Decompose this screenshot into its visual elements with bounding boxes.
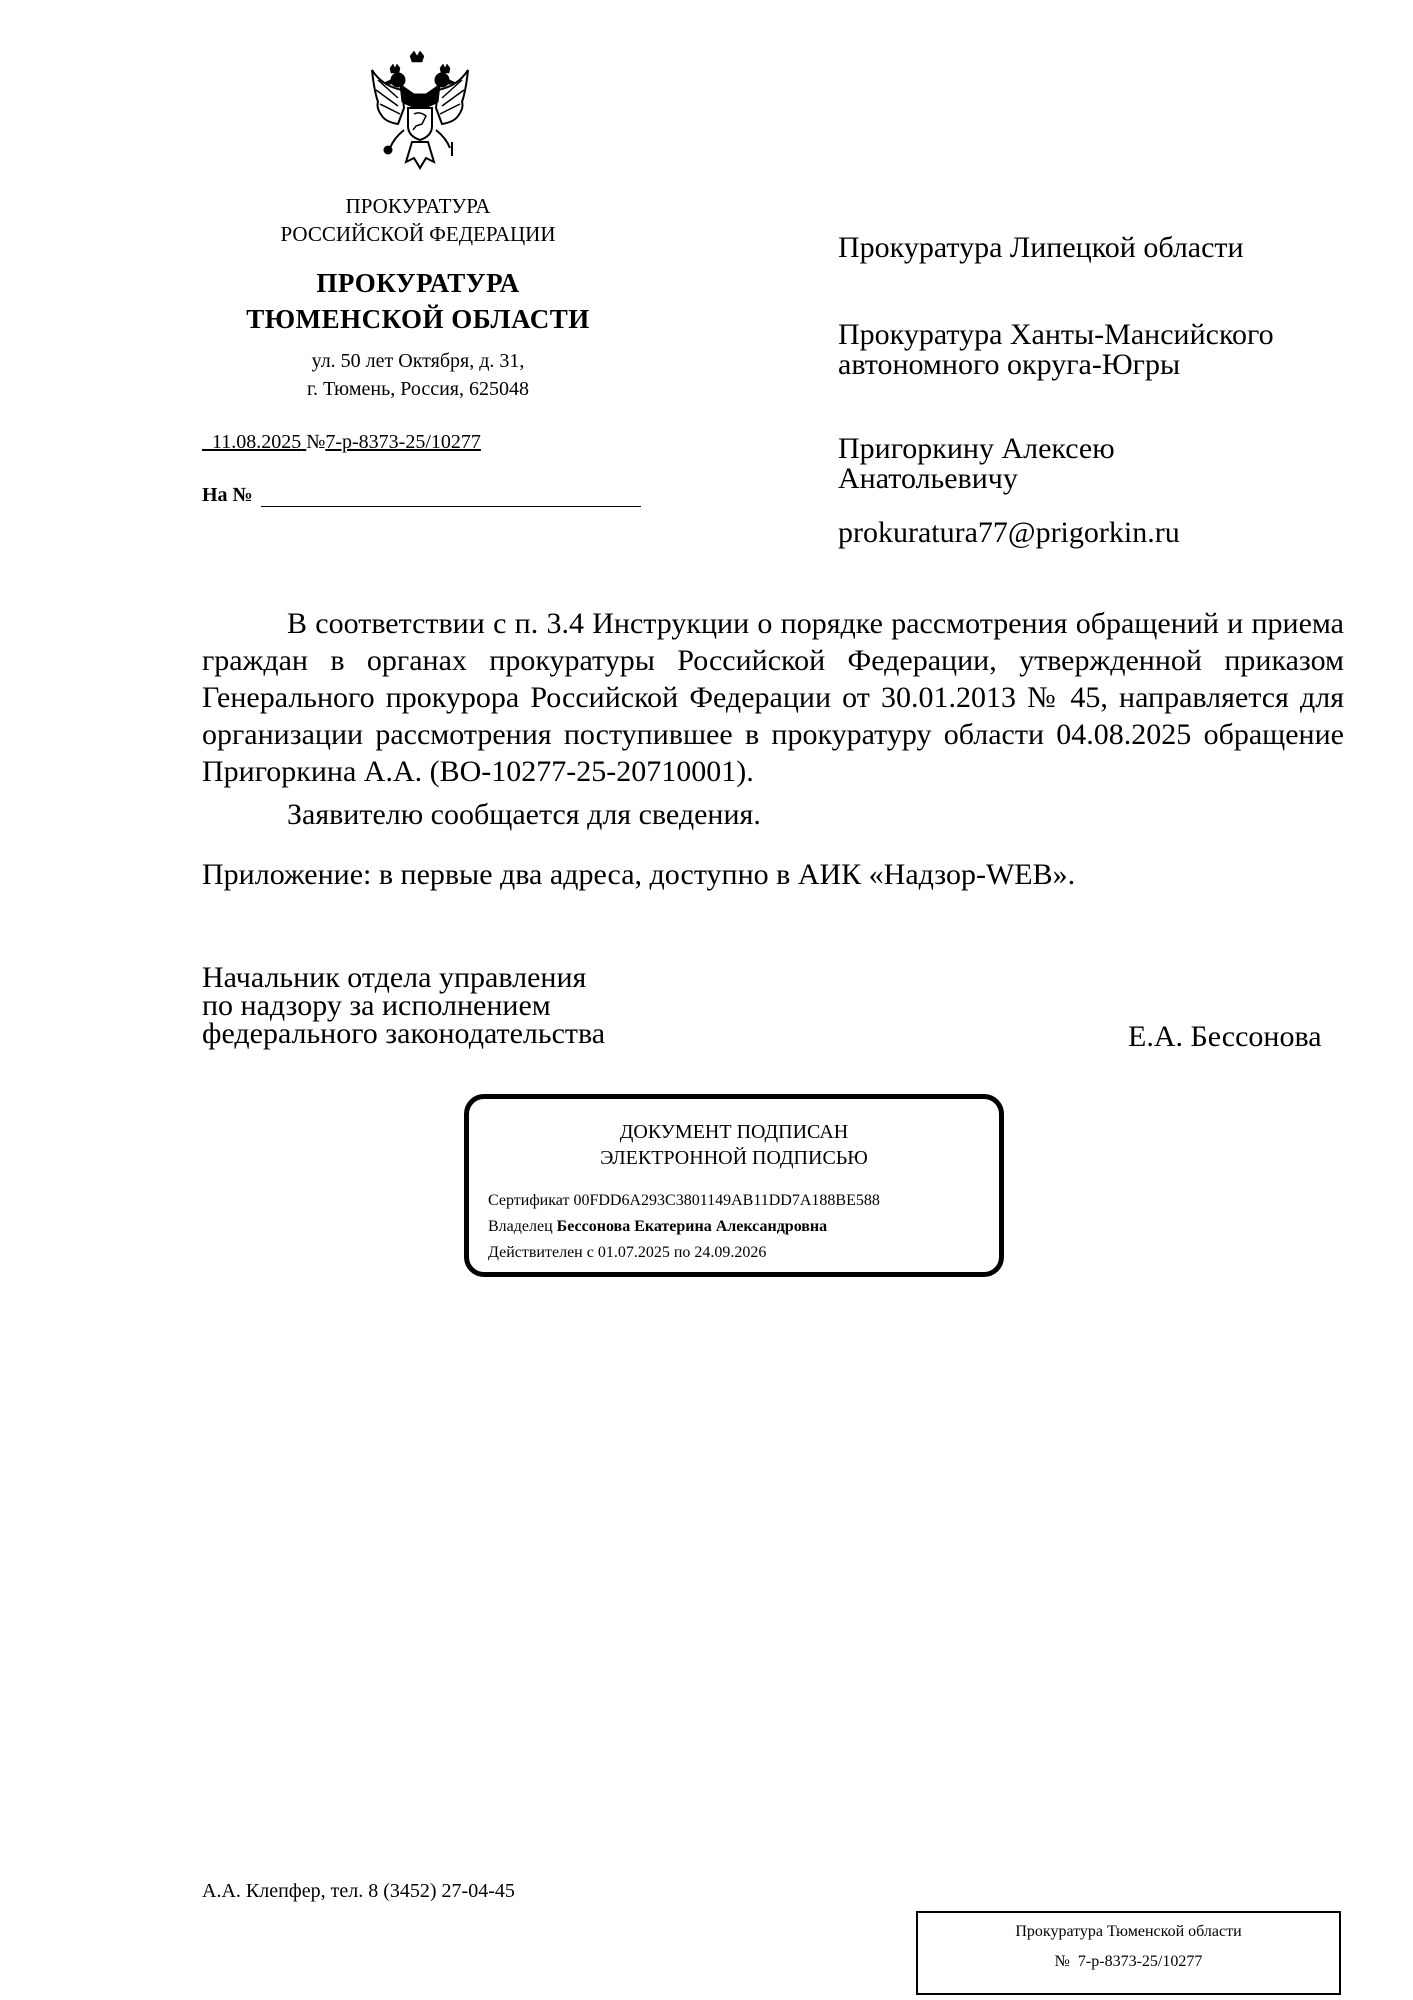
office-name [208, 265, 628, 337]
recipient-3-line1: Пригоркину Алексею [838, 432, 1115, 465]
position-line2: по надзору за исполнением [202, 989, 551, 1022]
owner-value: Бессонова Екатерина Александровна [556, 1218, 828, 1235]
address-line2: г. Тюмень, Россия, 625048 [307, 378, 529, 400]
valid-to: 24.09.2026 [694, 1244, 767, 1261]
registration-box-number [918, 1953, 1339, 1971]
registration-stamp-box [916, 1911, 1341, 1995]
ministry-name-line2: РОССИЙСКОЙ ФЕДЕРАЦИИ [280, 222, 556, 246]
recipient-3-line2: Анатольевичу [838, 462, 1018, 495]
registration-box-number-value: 7-р-8373-25/10277 [1077, 1953, 1203, 1970]
body-paragraph-1: В соответствии с п. 3.4 Инструкции о порядке рассмотрения обращений и приема граждан в органах прокуратуры Российской Федерации, утвержденной приказом Генерального прокурора Российской Федерации от 30.01.2013 № 45, направляется для организации рассмотрения поступившее в прокуратуру области 04.08.2025 обращение Пригоркина А.А. (ВО-10277-25-20710001). [202, 607, 1344, 788]
recipient-2-line2: автономного округа-Югры [838, 348, 1181, 381]
recipient-1: Прокуратура Липецкой области [838, 231, 1244, 264]
signatory-name: Е.А. Бессонова [1128, 1020, 1322, 1053]
registration-line [202, 431, 481, 454]
stamp-owner [488, 1217, 827, 1237]
ministry-name-line1: ПРОКУРАТУРА [345, 194, 491, 218]
registration-box-org: Прокуратура Тюменской области [1015, 1923, 1242, 1940]
double-headed-eagle-emblem-icon [368, 50, 472, 172]
office-name-line1: ПРОКУРАТУРА [316, 268, 520, 298]
recipient-2-line1: Прокуратура Ханты-Мансийского [838, 318, 1274, 351]
registration-date: 11.08.2025 [212, 431, 302, 453]
office-address [208, 347, 628, 403]
address-line1: ул. 50 лет Октября, д. 31, [311, 350, 525, 372]
registration-number-prefix: № [306, 431, 326, 453]
body-paragraph-2: Заявителю сообщается для сведения. [287, 798, 761, 831]
ministry-name [208, 192, 628, 248]
office-name-line2: ТЮМЕНСКОЙ ОБЛАСТИ [246, 304, 590, 334]
stamp-validity [488, 1243, 766, 1263]
stamp-title [469, 1119, 999, 1171]
valid-label: Действителен с [488, 1244, 594, 1261]
registration-box-number-prefix: № [1054, 1953, 1070, 1970]
registration-number: 7-р-8373-25/10277 [325, 431, 481, 453]
stamp-title-line1: ДОКУМЕНТ ПОДПИСАН [619, 1121, 849, 1143]
signatory-position [202, 961, 606, 1050]
electronic-signature-stamp [464, 1094, 1004, 1277]
reply-to-label: На № [202, 484, 253, 506]
valid-to-label: по [673, 1244, 691, 1261]
recipient-3 [838, 434, 1358, 494]
recipient-2 [838, 320, 1358, 380]
certificate-label: Сертификат [488, 1192, 570, 1209]
stamp-title-line2: ЭЛЕКТРОННОЙ ПОДПИСЬЮ [600, 1147, 868, 1169]
position-line3: федерального законодательства [202, 1017, 606, 1050]
stamp-certificate [488, 1191, 880, 1211]
attachment-note: Приложение: в первые два адреса, доступно в АИК «Надзор-WEB». [202, 858, 1076, 891]
executor-contact: А.А. Клепфер, тел. 8 (3452) 27-04-45 [202, 1880, 515, 1902]
valid-from: 01.07.2025 [597, 1244, 670, 1261]
reply-to-field [202, 484, 641, 507]
certificate-value: 00FDD6A293C3801149AB11DD7A188BE588 [573, 1192, 880, 1209]
position-line1: Начальник отдела управления [202, 961, 587, 994]
owner-label: Владелец [488, 1218, 553, 1235]
reply-to-blank-line [261, 484, 641, 507]
recipient-email: prokuratura77@prigorkin.ru [838, 516, 1180, 549]
